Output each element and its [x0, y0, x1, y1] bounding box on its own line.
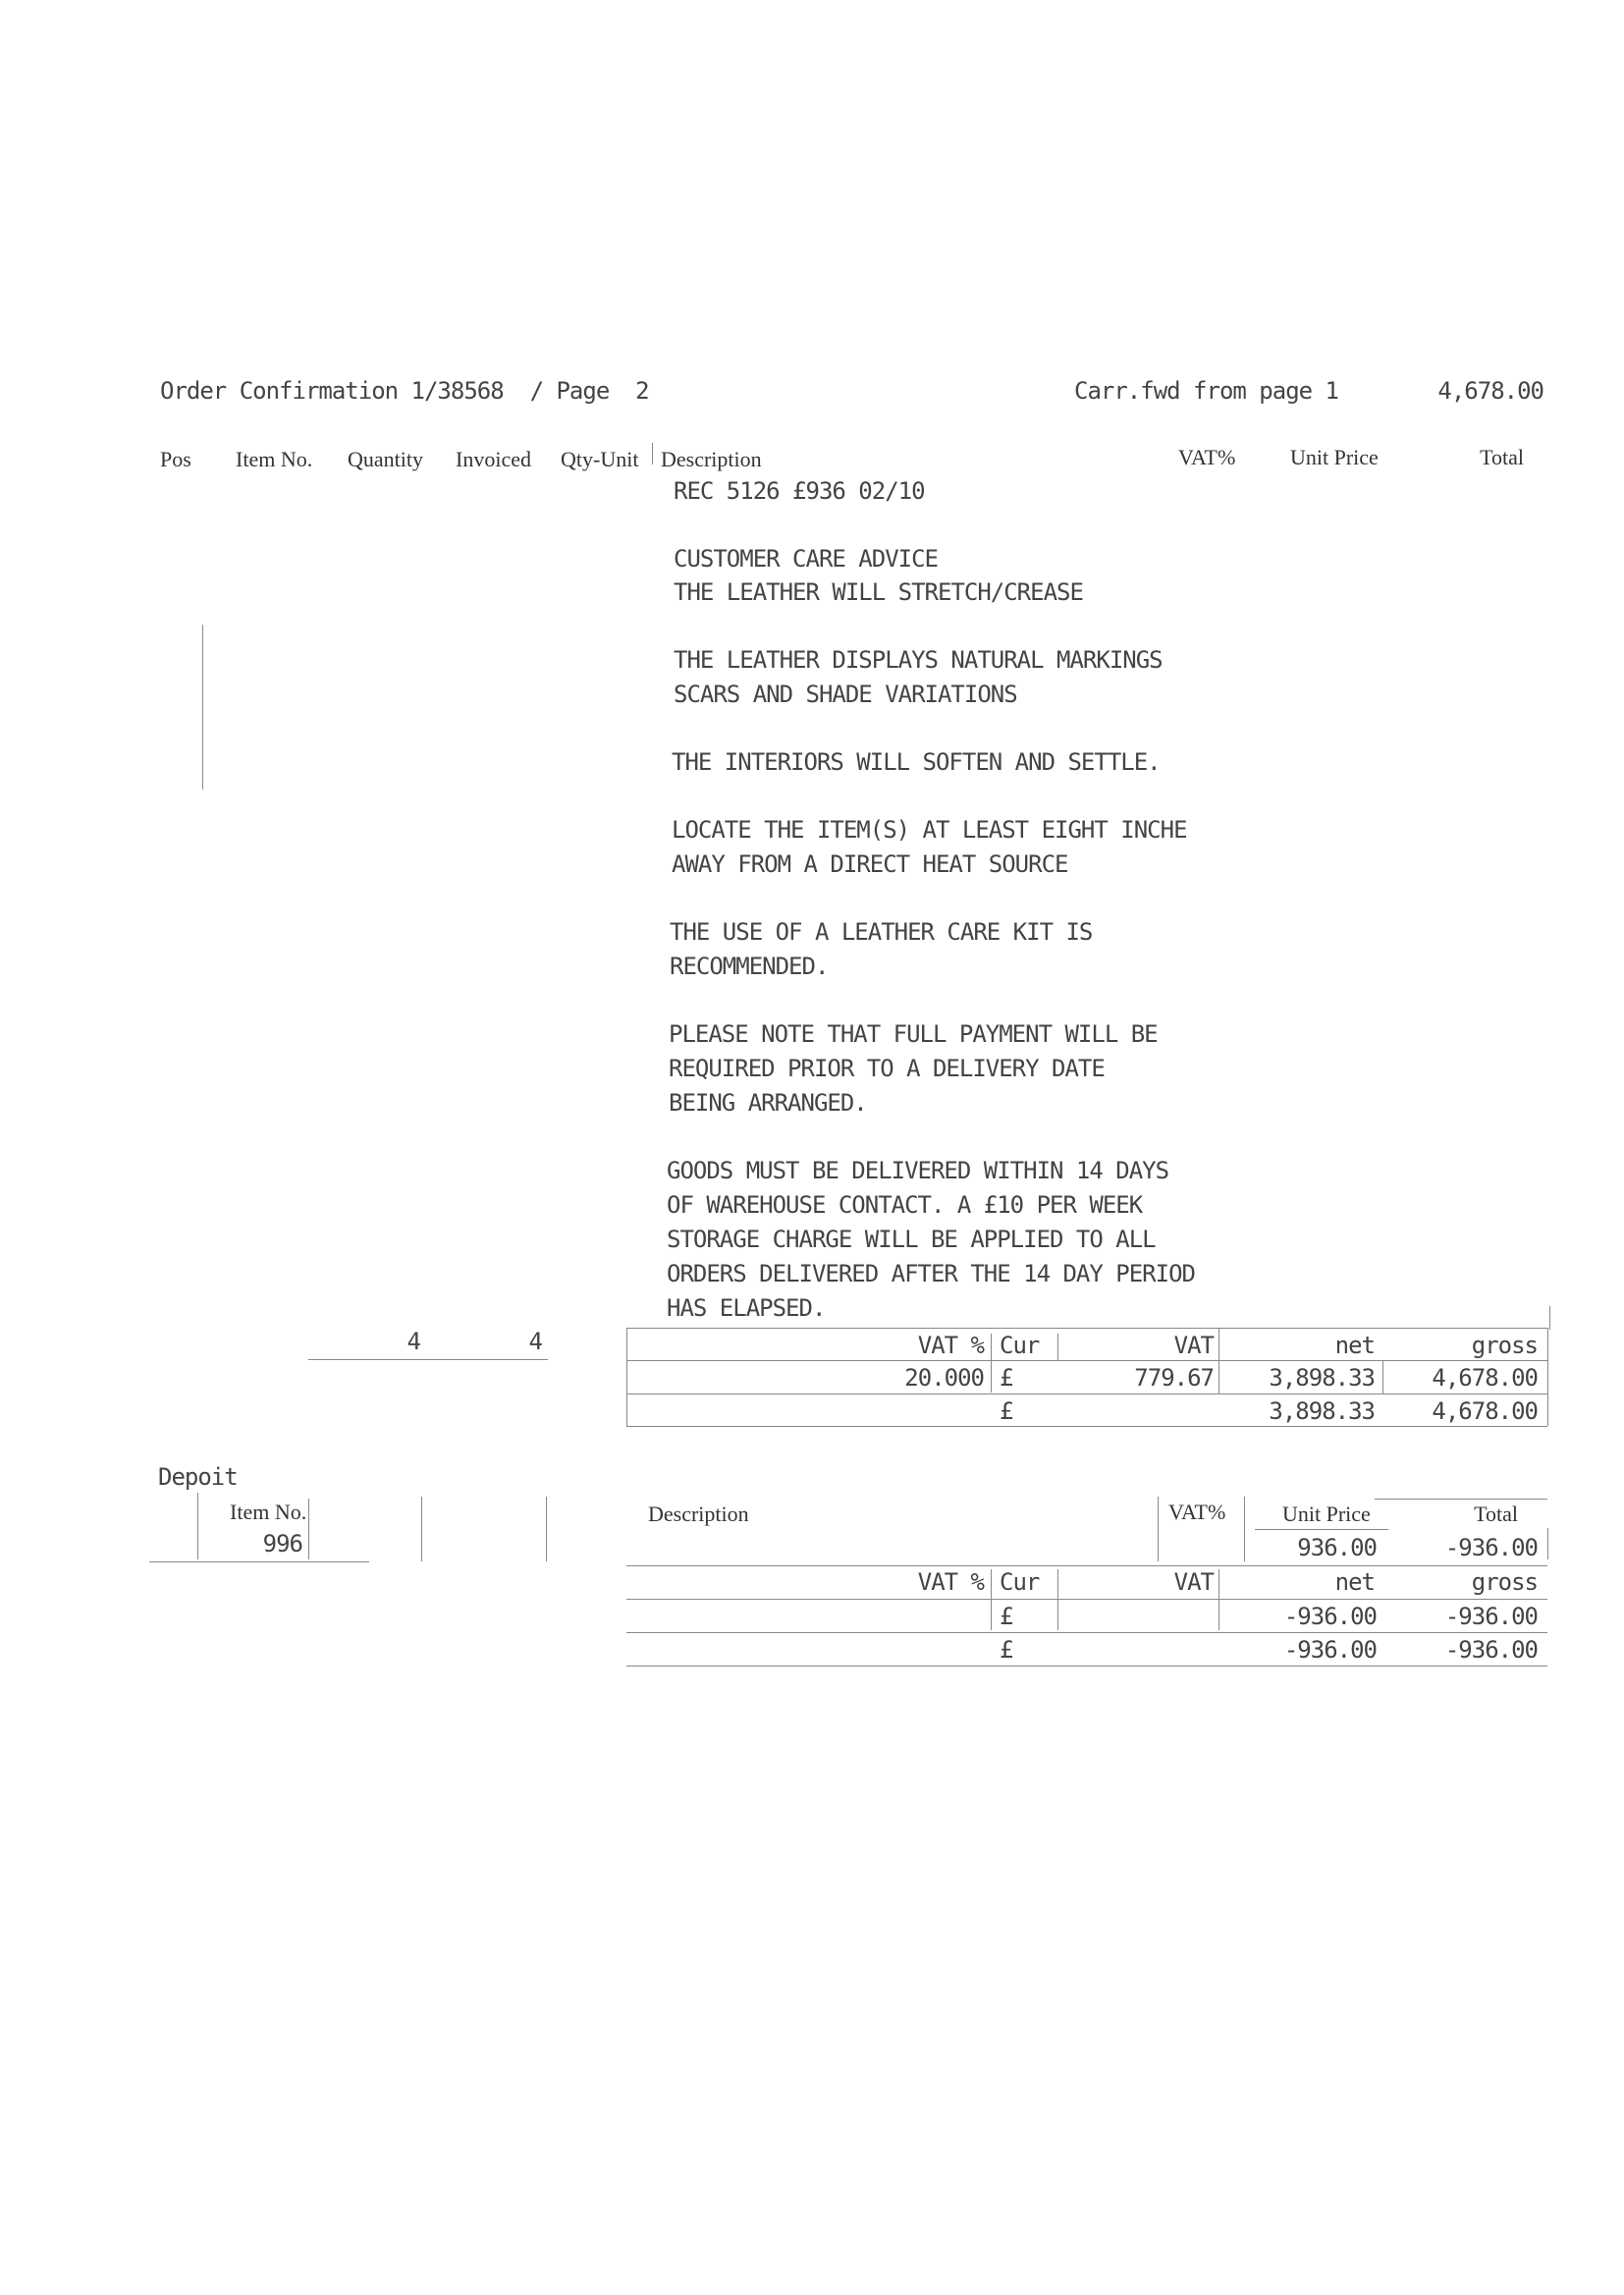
table-rule — [991, 1334, 992, 1393]
description-line: THE INTERIORS WILL SOFTEN AND SETTLE. — [672, 748, 1161, 776]
description-line: REC 5126 £936 02/10 — [674, 477, 925, 505]
table-rule — [626, 1328, 1547, 1329]
description-line: BEING ARRANGED. — [669, 1089, 867, 1117]
description-line: RECOMMENDED. — [670, 953, 829, 980]
col-invoiced: Invoiced — [456, 447, 531, 471]
table-rule — [626, 1426, 1547, 1427]
description-line: THE USE OF A LEATHER CARE KIT IS — [670, 918, 1093, 946]
vat-pct-value: 20.000 — [904, 1364, 984, 1392]
description-line: REQUIRED PRIOR TO A DELIVERY DATE — [669, 1055, 1105, 1082]
description-end-tick — [1549, 1306, 1550, 1330]
vat-header: VAT — [1173, 1568, 1214, 1596]
table-rule — [626, 1632, 1547, 1633]
quantity-underline — [308, 1359, 548, 1360]
carry-forward-label: Carr.fwd from page 1 — [1074, 377, 1338, 405]
table-rule — [1057, 1334, 1058, 1361]
invoiced-value: 4 — [528, 1328, 542, 1355]
description-line: AWAY FROM A DIRECT HEAT SOURCE — [672, 850, 1068, 878]
cur-header: Cur — [1000, 1332, 1040, 1359]
gross-total: -936.00 — [1444, 1636, 1538, 1664]
depoit-unit-price-label: Unit Price — [1282, 1502, 1371, 1526]
table-rule — [626, 1565, 1547, 1566]
depoit-description-label: Description — [648, 1502, 749, 1526]
vat-header: VAT — [1173, 1332, 1214, 1359]
description-line: CUSTOMER CARE ADVICE — [674, 545, 938, 573]
col-description: Description — [661, 447, 762, 471]
description-line: SCARS AND SHADE VARIATIONS — [674, 681, 1017, 708]
depoit-rule — [197, 1493, 198, 1559]
col-quantity: Quantity — [348, 447, 423, 471]
cur-header: Cur — [1000, 1568, 1040, 1596]
table-rule — [991, 1569, 992, 1630]
gross-value: -936.00 — [1444, 1603, 1538, 1630]
col-vat-pct: VAT% — [1178, 445, 1236, 469]
net-header: net — [1334, 1568, 1375, 1596]
depoit-rule — [1255, 1529, 1388, 1530]
margin-bar — [202, 625, 203, 790]
description-line: OF WAREHOUSE CONTACT. A £10 PER WEEK — [667, 1191, 1143, 1219]
vat-pct-header: VAT % — [917, 1568, 984, 1596]
col-total: Total — [1480, 445, 1524, 469]
vat-pct-header: VAT % — [917, 1332, 984, 1359]
depoit-vat-pct-label: VAT% — [1168, 1500, 1226, 1524]
description-line: GOODS MUST BE DELIVERED WITHIN 14 DAYS — [667, 1157, 1169, 1184]
depoit-rule — [1547, 1528, 1548, 1559]
col-unit-price: Unit Price — [1290, 445, 1379, 469]
depoit-rule — [1158, 1497, 1159, 1561]
depoit-total-label: Total — [1474, 1502, 1518, 1526]
net-value: -936.00 — [1283, 1603, 1377, 1630]
currency: £ — [1000, 1397, 1013, 1425]
gross-header: gross — [1471, 1568, 1538, 1596]
currency: £ — [1000, 1636, 1013, 1664]
net-total: 3,898.33 — [1269, 1397, 1375, 1425]
net-value: 3,898.33 — [1269, 1364, 1375, 1392]
description-line: THE LEATHER WILL STRETCH/CREASE — [674, 578, 1083, 606]
vat-value: 779.67 — [1134, 1364, 1214, 1392]
currency: £ — [1000, 1364, 1013, 1392]
gross-value: 4,678.00 — [1432, 1364, 1538, 1392]
description-line: ORDERS DELIVERED AFTER THE 14 DAY PERIOD — [667, 1260, 1195, 1287]
table-rule — [626, 1666, 1547, 1667]
gross-total: 4,678.00 — [1432, 1397, 1538, 1425]
header-divider — [652, 443, 653, 464]
depoit-title: Depoit — [158, 1463, 238, 1491]
description-line: HAS ELAPSED. — [667, 1294, 826, 1322]
depoit-total: -936.00 — [1444, 1534, 1538, 1561]
col-qty-unit: Qty-Unit — [561, 447, 639, 471]
depoit-rule — [546, 1497, 547, 1561]
table-rule — [626, 1393, 1547, 1394]
depoit-item-no-label: Item No. — [230, 1500, 307, 1524]
description-line: STORAGE CHARGE WILL BE APPLIED TO ALL — [667, 1226, 1156, 1253]
depoit-rule — [1375, 1499, 1547, 1500]
quantity-value: 4 — [406, 1328, 420, 1355]
table-rule — [626, 1328, 627, 1426]
carry-forward-value: 4,678.00 — [1437, 377, 1543, 405]
depoit-rule — [421, 1497, 422, 1561]
gross-header: gross — [1471, 1332, 1538, 1359]
description-line: LOCATE THE ITEM(S) AT LEAST EIGHT INCHE — [672, 816, 1187, 844]
col-pos: Pos — [160, 447, 191, 471]
table-rule — [1057, 1569, 1058, 1630]
table-rule — [1218, 1569, 1219, 1630]
net-total: -936.00 — [1283, 1636, 1377, 1664]
table-rule — [1547, 1328, 1548, 1426]
currency: £ — [1000, 1603, 1013, 1630]
table-rule — [626, 1599, 1547, 1600]
depoit-rule — [149, 1561, 369, 1562]
col-item-no: Item No. — [236, 447, 313, 471]
net-header: net — [1334, 1332, 1375, 1359]
table-rule — [1382, 1361, 1383, 1393]
description-line: THE LEATHER DISPLAYS NATURAL MARKINGS — [674, 646, 1163, 674]
document-title: Order Confirmation 1/38568 / Page 2 — [160, 377, 649, 405]
depoit-unit-price: 936.00 — [1297, 1534, 1377, 1561]
table-rule — [1218, 1328, 1219, 1393]
depoit-item-no: 996 — [262, 1530, 302, 1557]
depoit-rule — [308, 1499, 309, 1559]
table-rule — [626, 1360, 1547, 1361]
description-line: PLEASE NOTE THAT FULL PAYMENT WILL BE — [669, 1020, 1158, 1048]
